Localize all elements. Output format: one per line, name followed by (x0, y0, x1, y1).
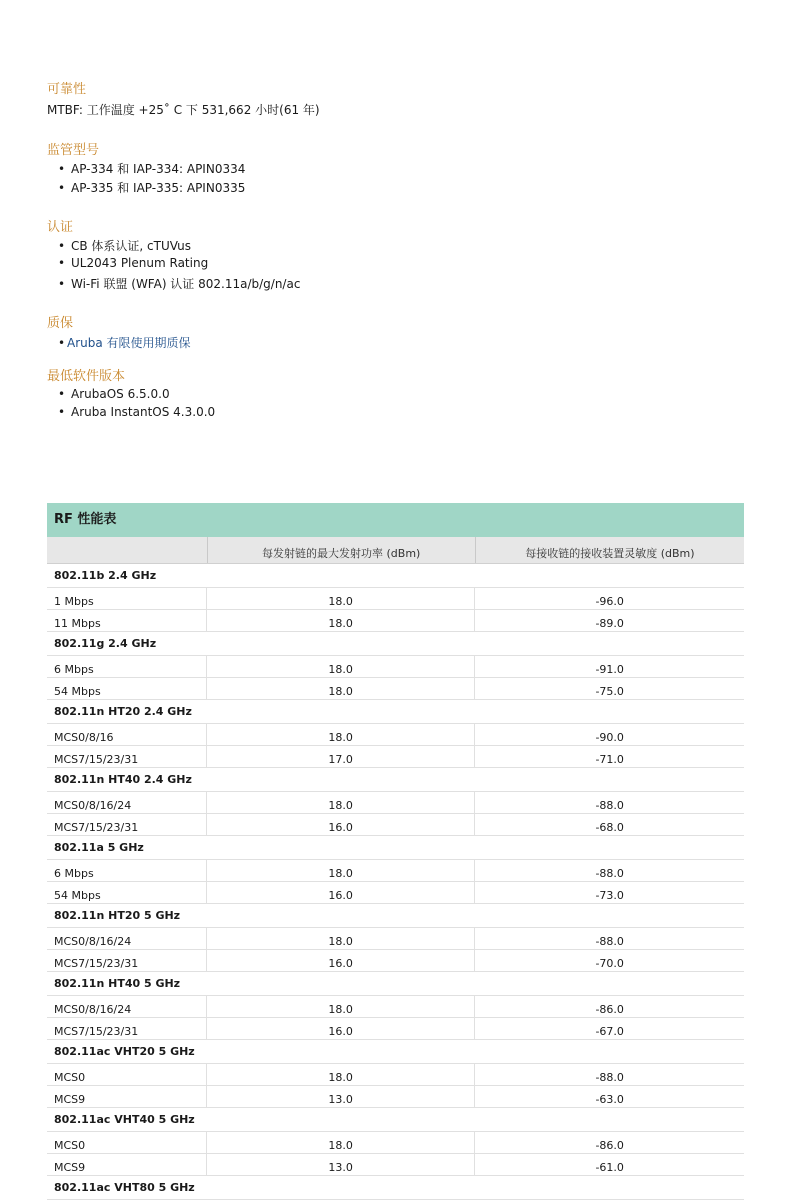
rf-table-row (47, 996, 744, 1018)
software-item (58, 405, 215, 419)
rx-sensitivity-cell: -88.0 (595, 867, 624, 880)
bullet-icon: • (58, 336, 66, 350)
rx-sensitivity-cell: -91.0 (595, 663, 624, 676)
tx-power-cell: 18.0 (207, 928, 476, 949)
rx-sensitivity-cell: -90.0 (595, 731, 624, 744)
rf-table-row (47, 1064, 744, 1086)
rf-table-row (47, 610, 744, 632)
rf-table-row (47, 678, 744, 700)
rate-cell: MCS7/15/23/31 (47, 950, 207, 971)
bullet-icon: • (58, 387, 66, 401)
rf-table-row (47, 882, 744, 904)
certification-item-text: CB 体系认证, cTUVus (71, 239, 192, 253)
header-tx-power: 每发射链的最大发射功率 (dBm) (208, 537, 476, 563)
header-blank-cell (47, 537, 208, 563)
reliability-heading: 可靠性 (47, 82, 87, 97)
bullet-icon: • (58, 181, 66, 195)
rate-cell: MCS0 (47, 1132, 207, 1153)
aruba-warranty-link[interactable]: Aruba (67, 336, 103, 350)
rate-cell: MCS0/8/16/24 (47, 996, 207, 1017)
regulatory-heading: 监管型号 (47, 143, 100, 158)
warranty-item (58, 334, 191, 351)
rx-sensitivity-cell: -96.0 (595, 595, 624, 608)
rf-group-header: 802.11ac VHT40 5 GHz (47, 1108, 744, 1132)
warranty-heading: 质保 (47, 316, 74, 331)
rx-sensitivity-cell: -86.0 (595, 1139, 624, 1152)
rf-group-header: 802.11n HT20 5 GHz (47, 904, 744, 928)
rf-table-row (47, 792, 744, 814)
tx-power-cell: 18.0 (207, 860, 476, 881)
certification-heading: 认证 (47, 220, 74, 235)
rx-sensitivity-cell: -88.0 (595, 799, 624, 812)
rate-cell: MCS0/8/16/24 (47, 792, 207, 813)
min-software-heading: 最低软件版本 (47, 369, 126, 384)
rate-cell: 6 Mbps (47, 656, 207, 677)
rf-group-header: 802.11a 5 GHz (47, 836, 744, 860)
rx-sensitivity-cell: -63.0 (595, 1093, 624, 1106)
rf-group-header: 802.11n HT20 2.4 GHz (47, 700, 744, 724)
rf-table-row (47, 1018, 744, 1040)
rf-table-title: RF 性能表 (47, 503, 744, 537)
software-item-text: Aruba InstantOS 4.3.0.0 (71, 405, 216, 419)
tx-power-cell: 18.0 (207, 1132, 476, 1153)
rf-table-row (47, 1154, 744, 1176)
rf-group-header: 802.11g 2.4 GHz (47, 632, 744, 656)
rx-sensitivity-cell: -88.0 (595, 1071, 624, 1084)
tx-power-cell: 18.0 (207, 1064, 476, 1085)
rf-table-body (47, 564, 744, 1200)
rate-cell: 11 Mbps (47, 610, 207, 631)
rx-sensitivity-cell: -67.0 (595, 1025, 624, 1038)
rf-table-row (47, 1132, 744, 1154)
regulatory-item-text: AP-334 和 IAP-334: APIN0334 (71, 162, 246, 176)
warranty-text: 有限使用期质保 (102, 336, 191, 350)
tx-power-cell: 13.0 (207, 1154, 476, 1175)
tx-power-cell: 18.0 (207, 724, 476, 745)
rf-group-header: 802.11n HT40 2.4 GHz (47, 768, 744, 792)
rate-cell: MCS9 (47, 1154, 207, 1175)
rf-group-header: 802.11ac VHT80 5 GHz (47, 1176, 744, 1200)
bullet-icon: • (58, 162, 66, 176)
certification-item (58, 275, 300, 292)
rf-table-row (47, 814, 744, 836)
rx-sensitivity-cell: -86.0 (595, 1003, 624, 1016)
rx-sensitivity-cell: -71.0 (595, 753, 624, 766)
rf-group-header: 802.11b 2.4 GHz (47, 564, 744, 588)
mtbf-text: MTBF: 工作温度 +25˚ C 下 531,662 小时(61 年) (47, 103, 320, 117)
software-item (58, 387, 170, 401)
rx-sensitivity-cell: -73.0 (595, 889, 624, 902)
rf-group-header: 802.11ac VHT20 5 GHz (47, 1040, 744, 1064)
rate-cell: 54 Mbps (47, 882, 207, 903)
rf-table-row (47, 746, 744, 768)
tx-power-cell: 17.0 (207, 746, 476, 767)
certification-item (58, 256, 208, 270)
rf-table-row (47, 860, 744, 882)
bullet-icon: • (58, 405, 66, 419)
rate-cell: 54 Mbps (47, 678, 207, 699)
rx-sensitivity-cell: -68.0 (595, 821, 624, 834)
rx-sensitivity-cell: -89.0 (595, 617, 624, 630)
rx-sensitivity-cell: -75.0 (595, 685, 624, 698)
regulatory-item (58, 160, 245, 177)
rf-table-header (47, 537, 744, 564)
tx-power-cell: 18.0 (207, 792, 476, 813)
tx-power-cell: 16.0 (207, 1018, 476, 1039)
bullet-icon: • (58, 239, 66, 253)
rate-cell: MCS0/8/16 (47, 724, 207, 745)
rate-cell: MCS7/15/23/31 (47, 814, 207, 835)
rf-table-row (47, 928, 744, 950)
rf-table-row (47, 950, 744, 972)
regulatory-item (58, 179, 245, 196)
rate-cell: MCS0/8/16/24 (47, 928, 207, 949)
certification-item (58, 237, 191, 254)
rf-table-row (47, 724, 744, 746)
tx-power-cell: 18.0 (207, 656, 476, 677)
rate-cell: 6 Mbps (47, 860, 207, 881)
rate-cell: MCS7/15/23/31 (47, 1018, 207, 1039)
rf-performance-table (47, 503, 744, 1200)
tx-power-cell: 18.0 (207, 996, 476, 1017)
rate-cell: MCS7/15/23/31 (47, 746, 207, 767)
rate-cell: MCS0 (47, 1064, 207, 1085)
software-item-text: ArubaOS 6.5.0.0 (71, 387, 170, 401)
tx-power-cell: 13.0 (207, 1086, 476, 1107)
rf-table-row (47, 656, 744, 678)
rx-sensitivity-cell: -61.0 (595, 1161, 624, 1174)
rx-sensitivity-cell: -88.0 (595, 935, 624, 948)
header-rx-sensitivity: 每接收链的接收装置灵敏度 (dBm) (525, 547, 695, 560)
rate-cell: 1 Mbps (47, 588, 207, 609)
tx-power-cell: 16.0 (207, 814, 476, 835)
rx-sensitivity-cell: -70.0 (595, 957, 624, 970)
certification-item-text: Wi-Fi 联盟 (WFA) 认证 802.11a/b/g/n/ac (71, 277, 301, 291)
certification-item-text: UL2043 Plenum Rating (71, 256, 209, 270)
bullet-icon: • (58, 277, 66, 291)
rf-table-row (47, 1086, 744, 1108)
tx-power-cell: 18.0 (207, 678, 476, 699)
tx-power-cell: 16.0 (207, 950, 476, 971)
bullet-icon: • (58, 256, 66, 270)
rf-table-row (47, 588, 744, 610)
tx-power-cell: 18.0 (207, 588, 476, 609)
regulatory-item-text: AP-335 和 IAP-335: APIN0335 (71, 181, 246, 195)
tx-power-cell: 18.0 (207, 610, 476, 631)
tx-power-cell: 16.0 (207, 882, 476, 903)
rf-group-header: 802.11n HT40 5 GHz (47, 972, 744, 996)
rate-cell: MCS9 (47, 1086, 207, 1107)
